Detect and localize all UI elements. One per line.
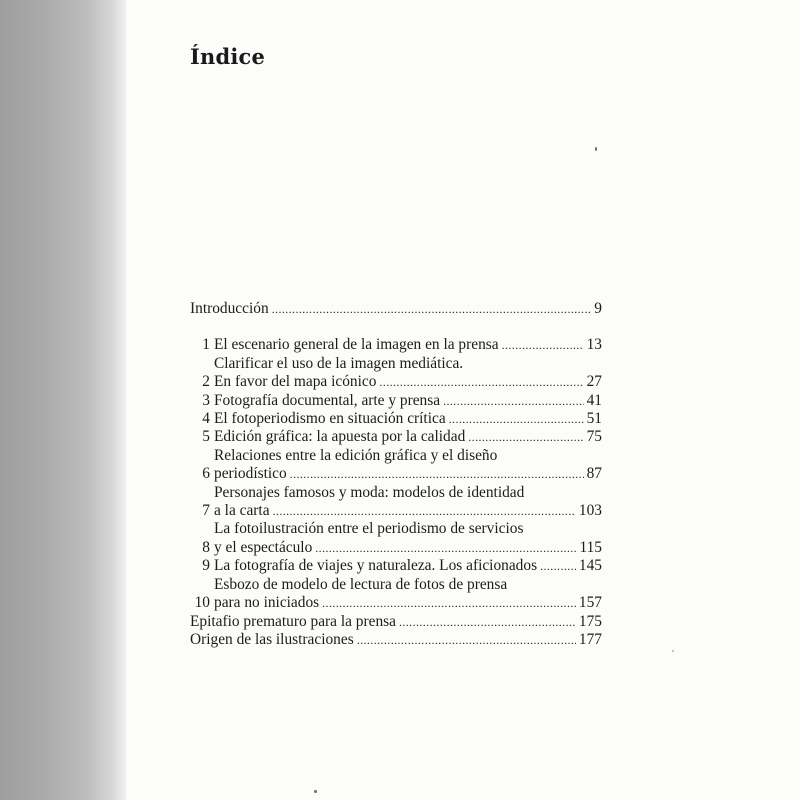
toc-entry-chapter <box>190 336 602 354</box>
gutter-shadow <box>0 0 132 800</box>
toc-entry-chapter <box>190 484 602 521</box>
chapter-number: 5 <box>202 428 210 446</box>
dot-leader <box>273 502 576 520</box>
toc-page-number: 87 <box>586 465 602 483</box>
toc-page-number: 157 <box>578 594 602 612</box>
toc-entry-title: La fotografía de viajes y naturaleza. Los aficionados <box>214 557 538 575</box>
chapter-number: 8 <box>202 538 210 556</box>
toc-page-number: 27 <box>586 373 602 391</box>
toc-page-number: 177 <box>578 630 602 648</box>
toc-page-number: 9 <box>594 300 602 317</box>
toc-entry-title-line: Relaciones entre la edición gráfica y el diseño <box>214 446 498 464</box>
toc-page-number: 13 <box>586 336 602 354</box>
chapter-number: 2 <box>202 373 210 391</box>
toc-entry-chapter <box>190 447 602 484</box>
dot-leader <box>540 557 576 575</box>
toc-entry-title: para no iniciados <box>214 594 320 612</box>
toc-leader-row <box>214 594 602 612</box>
chapter-number: 4 <box>202 410 210 428</box>
toc-page-number: 115 <box>579 538 602 556</box>
page-title: Índice <box>190 44 266 69</box>
dot-leader <box>502 336 584 354</box>
chapter-body <box>214 355 602 392</box>
dot-leader <box>379 373 583 391</box>
chapter-number: 1 <box>202 336 210 354</box>
dot-leader <box>272 300 592 318</box>
toc-entry-chapter <box>190 576 602 613</box>
toc-leader-row <box>190 631 602 649</box>
dot-leader <box>315 539 576 557</box>
toc-leader-row <box>214 428 602 446</box>
toc-leader-row <box>214 336 602 354</box>
entry-body <box>190 631 602 649</box>
chapter-body <box>214 484 602 521</box>
toc-page-number: 41 <box>586 391 602 409</box>
toc-entry-title: periodístico <box>214 465 287 483</box>
chapter-body <box>214 336 602 354</box>
chapter-number: 10 <box>194 594 210 612</box>
toc-entry-back-matter <box>190 631 602 649</box>
dot-leader <box>449 410 584 428</box>
toc-page-number: 175 <box>578 612 602 630</box>
scan-speck <box>314 790 317 793</box>
toc-leader-row <box>214 502 602 520</box>
toc-entry-title-line: Esbozo de modelo de lectura de fotos de prensa <box>214 575 508 593</box>
chapter-list <box>190 336 602 612</box>
toc-entry-title-line: Clarificar el uso de la imagen mediática. <box>214 354 464 372</box>
toc-leader-row <box>190 613 602 631</box>
toc-entry-chapter <box>190 520 602 557</box>
chapter-number: 3 <box>202 391 210 409</box>
dot-leader <box>399 613 576 631</box>
chapter-body <box>214 557 602 575</box>
toc-entry-title: Introducción <box>190 300 269 317</box>
toc-entry-back-matter <box>190 613 602 631</box>
entry-body <box>190 613 602 631</box>
toc-page-number: 103 <box>578 502 602 520</box>
chapter-number: 6 <box>202 465 210 483</box>
dot-leader <box>468 428 583 446</box>
chapter-body <box>214 520 602 557</box>
table-of-contents <box>190 300 602 649</box>
toc-entry-title: y el espectáculo <box>214 538 313 556</box>
chapter-body <box>214 428 602 446</box>
spacer <box>190 318 602 336</box>
dot-leader <box>357 631 576 649</box>
toc-entry-title: Fotografía documental, arte y prensa <box>214 391 441 409</box>
back-matter-list <box>190 613 602 650</box>
toc-entry-intro <box>190 300 602 318</box>
toc-entry-chapter <box>190 355 602 392</box>
toc-leader-row <box>214 373 602 391</box>
toc-entry-chapter <box>190 410 602 428</box>
toc-entry-title-line: La fotoilustración entre el periodismo de servicios <box>214 520 524 538</box>
dot-leader <box>322 594 576 612</box>
toc-leader-row <box>214 557 602 575</box>
chapter-body <box>214 576 602 613</box>
toc-entry-chapter <box>190 392 602 410</box>
toc-page-number: 51 <box>586 410 602 428</box>
chapter-body <box>214 447 602 484</box>
chapter-body <box>214 410 602 428</box>
toc-entry-title: El fotoperiodismo en situación crítica <box>214 410 446 428</box>
toc-entry-title-line: Personajes famosos y moda: modelos de identidad <box>214 483 525 501</box>
toc-entry-title: Edición gráfica: la apuesta por la calidad <box>214 428 466 446</box>
dot-leader <box>443 392 584 410</box>
toc-entry-title: En favor del mapa icónico <box>214 373 377 391</box>
toc-leader-row <box>214 410 602 428</box>
toc-entry-chapter <box>190 428 602 446</box>
toc-leader-row <box>214 539 602 557</box>
dot-leader <box>290 465 584 483</box>
chapter-number: 7 <box>202 502 210 520</box>
chapter-number: 9 <box>202 557 210 575</box>
toc-leader-row <box>214 392 602 410</box>
scan-speck <box>595 147 597 151</box>
toc-entry-title: Epitafio prematuro para la prensa <box>190 612 396 630</box>
chapter-body <box>214 392 602 410</box>
toc-entry-title: a la carta <box>214 502 270 520</box>
toc-entry-title: Origen de las ilustraciones <box>190 630 354 648</box>
toc-entry-chapter <box>190 557 602 575</box>
toc-leader-row <box>214 465 602 483</box>
toc-page-number: 75 <box>586 428 602 446</box>
toc-page-number: 145 <box>578 557 602 575</box>
scan-speck <box>672 650 674 652</box>
toc-entry-title: El escenario general de la imagen en la prensa <box>214 336 499 354</box>
